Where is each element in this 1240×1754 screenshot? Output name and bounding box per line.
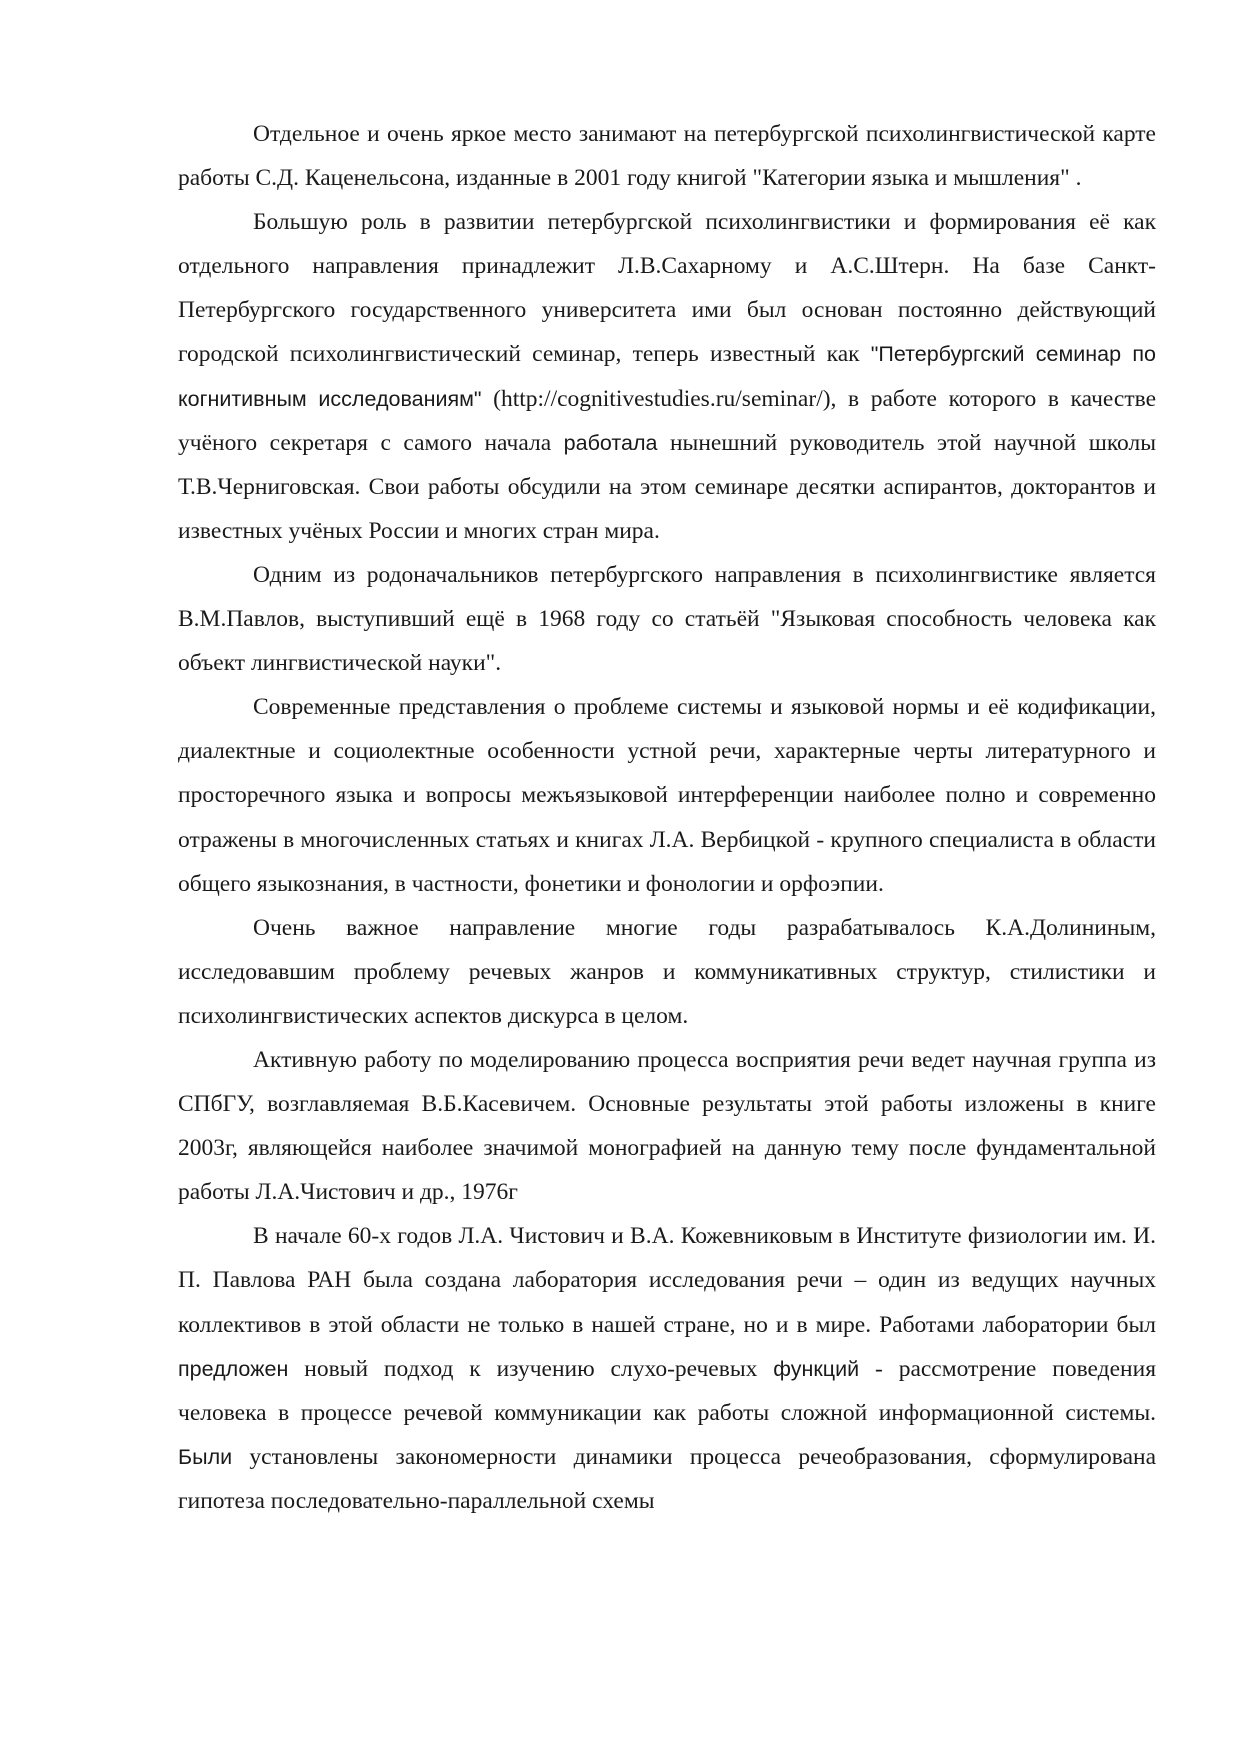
paragraph-seminar-part-d: работала xyxy=(563,430,658,455)
paragraph-lab-part-c: новый подход к изучению слухо-речевых xyxy=(304,1355,758,1382)
document-body xyxy=(178,112,1156,1523)
paragraph-lab-part-f: Были xyxy=(178,1444,233,1469)
paragraph-seminar-part-c: (http://cognitivestudies.ru/seminar/), в работе которого в качестве учёного секретаря с самого начала xyxy=(178,385,1157,456)
paragraph-lab-part-a: В начале 60-х годов Л.А. Чистович и В.А. Кожевниковым в Институте физиологии им. И. П. Павлова РАН была создана лаборатория исследования речи – один из ведущих научных коллективов в этой области не только в нашей стране, но и в мире. Работами лаборатории был xyxy=(178,1223,1156,1338)
paragraph-lab-part-b: предложен xyxy=(178,1356,289,1381)
paragraph-kasevich: Активную работу по моделированию процесса восприятия речи ведет научная группа из СПбГУ, возглавляемая В.Б.Касевичем. Основные результаты этой работы изложены в книге 2003г, являющейся наиболее значимой монографией на данную тему после фундаментальной работы Л.А.Чистович и др., 1976г xyxy=(178,1046,1156,1206)
paragraph-seminar-part-a: Большую роль в развитии петербургской психолингвистики и формирования её как отдельного направления принадлежит Л.В.Сахарному и А.С.Штерн. На базе Санкт-Петербургского государственного университета ими был основан постоянно действующий городской психолингвистический семинар, теперь известный как xyxy=(178,209,1156,368)
paragraph-verbitskaya: Современные представления о проблеме системы и языковой нормы и её кодификации, диалектные и социолектные особенности устной речи, характерные черты литературного и просторечного языка и вопросы межъязыковой интерференции наиболее полно и современно отражены в многочисленных статьях и книгах Л.А. Вербицкой - крупного специалиста в области общего языкознания, в частности, фонетики и фонологии и орфоэпии. xyxy=(178,694,1156,897)
seminar-name: "Петербургский семинар по когнитивным исследованиям" xyxy=(178,342,1156,411)
paragraph-dolinin: Очень важное направление многие годы разрабатывалось К.А.Долининым, исследовавшим проблему речевых жанров и коммуникативных структур, стилистики и психолингвистических аспектов дискурса в целом. xyxy=(178,914,1156,1029)
paragraph-lab-part-g: установлены закономерности динамики процесса речеобразования, сформулирована гипотеза последовательно-параллельной схемы xyxy=(178,1443,1157,1514)
paragraph-lab-part-d: функций xyxy=(773,1356,860,1381)
paragraph-seminar xyxy=(178,200,1156,553)
paragraph-pavlov: Одним из родоначальников петербургского направления в психолингвистике является В.М.Павлов, выступивший ещё в 1968 году со статьёй "Языковая способность человека как объект лингвистической науки". xyxy=(178,561,1156,677)
paragraph-seminar-part-e: нынешний руководитель этой научной школы Т.В.Черниговская. Свои работы обсудили на этом семинаре десятки аспирантов, докторантов и известных учёных России и многих стран мира. xyxy=(178,429,1156,544)
paragraph-chistovich-lab xyxy=(178,1214,1156,1523)
paragraph-lab-part-e: - рассмотрение поведения человека в процессе речевой коммуникации как работы сложной информационной системы. xyxy=(178,1355,1157,1426)
paragraph-katsnelson: Отдельное и очень яркое место занимают на петербургской психолингвистической карте работы С.Д. Каценельсона, изданные в 2001 году книгой "Категории языка и мышления" . xyxy=(178,121,1156,192)
